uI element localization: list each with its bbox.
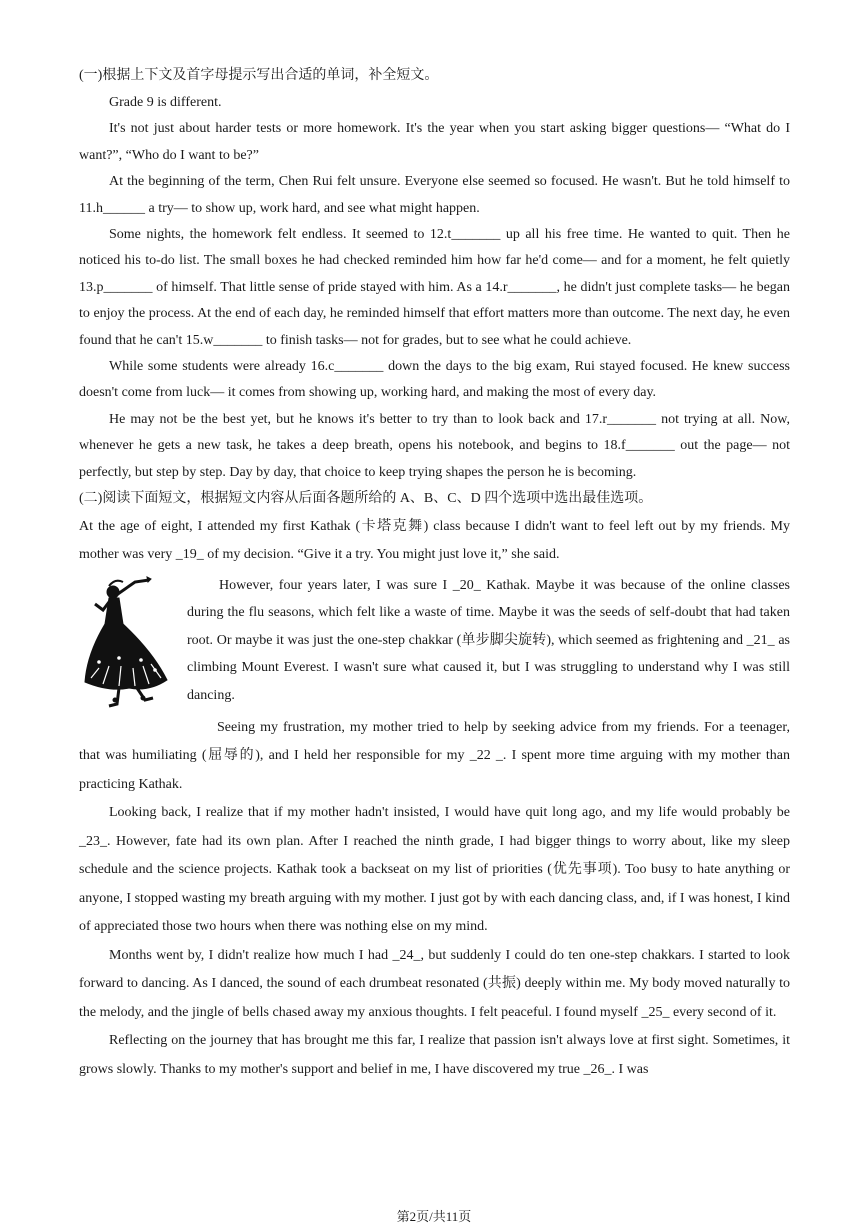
figure-paragraph-block (79, 572, 790, 714)
section2-paragraph: Reflecting on the journey that has brought me this far, I realize that passion isn't always love at first sight. Sometimes, it grows slowly. Thanks to my mother's support and belief in me, I have discovered my true _26_. I was (79, 1033, 790, 1077)
section1-paragraph: At the beginning of the term, Chen Rui felt unsure. Everyone else seemed so focused. He wasn't. But he told himself to 11.h______ a try— to show up, work hard, and see what might happen. (79, 174, 790, 216)
section1-paragraph: He may not be the best yet, but he knows it's better to try than to look back and 17.r_______ not trying at all. Now, whenever he gets a new task, he takes a deep breath, opens his notebook, and begins to 18.f_______ out the page— not perfectly, but step by step. Day by day, that choice to keep trying shapes the person he is becoming. (79, 411, 790, 480)
section2-intro: At the age of eight, I attended my first Kathak (卡塔克舞) class because I didn't want to feel left out by my friends. My mother was very _19_ of my decision. “Give it a try. You might just love it,” she said. (79, 518, 790, 562)
section1-paragraph: While some students were already 16.c_______ down the days to the big exam, Rui stayed focused. He knew success doesn't come from luck— it comes from showing up, working hard, and making the most of every day. (79, 359, 790, 401)
section2-paragraph: Months went by, I didn't realize how much I had _24_, but suddenly I could do ten one-step chakkars. I started to look forward to dancing. As I danced, the sound of each drumbeat resonated (共振) deeply within me. My body moved naturally to the melody, and the jingle of bells chased away my anxious thoughts. I felt peaceful. I found myself _25_ every second of it. (79, 947, 790, 1020)
section2-figure-paragraph: However, four years later, I was sure I _20_ Kathak. Maybe it was because of the online classes during the flu seasons, which felt like a waste of time. Maybe it was the seeds of self-doubt that had taken root. Or maybe it was just the one-step chakkar (单步脚尖旋转), which seemed as frightening and _21_ as climbing Mount Everest. I wasn't sure what caused it, but I was struggling to understand why I was still dancing. (187, 577, 790, 703)
page-content (79, 62, 790, 1084)
section1-paragraph: It's not just about harder tests or more homework. It's the year when you start asking bigger questions— “What do I want?”, “Who do I want to be?” (79, 121, 790, 163)
section2-paragraph: Looking back, I realize that if my mother hadn't insisted, I would have quit long ago, and my life would probably be _23_. However, fate had its own plan. After I reached the ninth grade, I had bigger things to worry about, like my sleep schedule and the science projects. Kathak took a backseat on my list of priorities (优先事项). Too busy to hate anything or anyone, I stopped wasting my breath arguing with my mother. I just got by with each dancing class, and, if I was honest, I kind of appreciated those two hours when there was nothing else on my mind. (79, 805, 790, 934)
section1-heading: (一)根据上下文及首字母提示写出合适的单词，补全短文。 (79, 68, 439, 83)
page-footer: 第2页/共11页 (396, 1209, 472, 1224)
kathak-dancer-illustration (79, 574, 177, 714)
section1-paragraph: Some nights, the homework felt endless. It seemed to 12.t_______ up all his free time. He wanted to quit. Then he noticed his to-do list. The small boxes he had checked reminded him how far he'd come— and for a moment, he felt quietly 13.p_______ of himself. That little sense of pride stayed with him. As a 14.r_______, he didn't just complete tasks— he began to enjoy the process. At the end of each day, he reminded himself that effort matters more than outcome. The next day, he even found that he can't 15.w_______ to finish tasks— not for grades, but to see what he could achieve. (79, 227, 790, 348)
section2-paragraph: Seeing my frustration, my mother tried to help by seeking advice from my friends. For a teenager, that was humiliating (屈辱的), and I held her responsible for my _22 _. I spent more time arguing with my mother than practicing Kathak. (79, 719, 790, 792)
section2-heading: (二)阅读下面短文，根据短文内容从后面各题所给的 A、B、C、D 四个选项中选出最佳选项。 (79, 491, 653, 507)
section1-paragraph: Grade 9 is different. (109, 95, 222, 110)
